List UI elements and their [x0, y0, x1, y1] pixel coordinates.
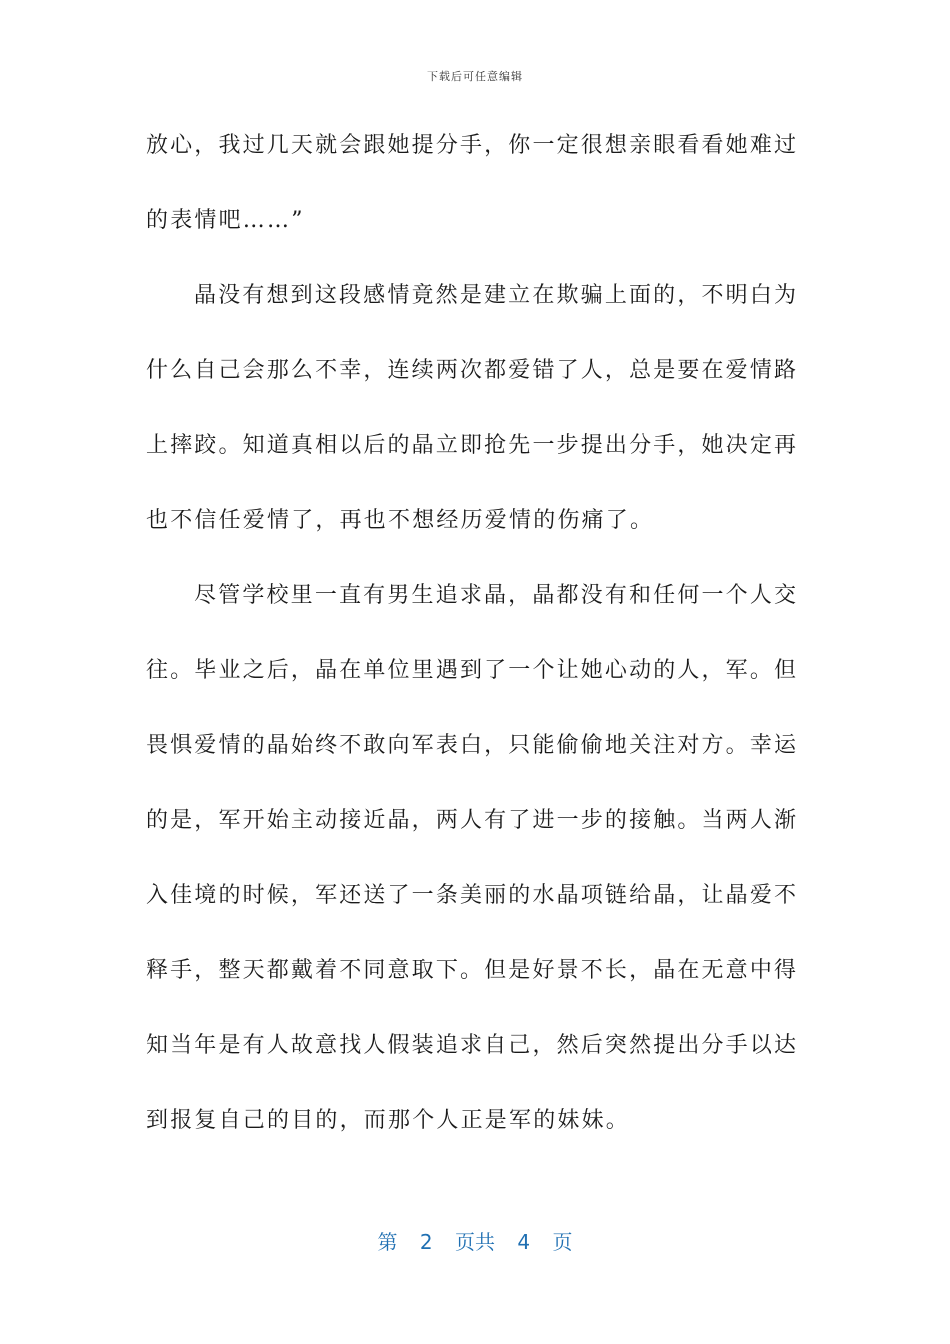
text-line: 畏惧爱情的晶始终不敢向军表白，只能偷偷地关注对方。幸运 [146, 733, 796, 758]
paragraph-start-line: 尽管学校里一直有男生追求晶，晶都没有和任何一个人交 [194, 583, 796, 608]
text-line: 什么自己会那么不幸，连续两次都爱错了人，总是要在爱情路 [146, 358, 796, 383]
document-body [146, 108, 796, 1158]
text-line: 的是，军开始主动接近晶，两人有了进一步的接触。当两人渐 [146, 808, 796, 833]
current-page-number: 2 [419, 1230, 433, 1254]
footer-label-end: 页 [552, 1230, 573, 1254]
paragraph-start-line: 晶没有想到这段感情竟然是建立在欺骗上面的，不明白为 [194, 283, 796, 308]
total-page-count: 4 [517, 1230, 531, 1254]
text-line: 知当年是有人故意找人假装追求自己，然后突然提出分手以达 [146, 1033, 796, 1058]
text-line: 入佳境的时候，军还送了一条美丽的水晶项链给晶，让晶爱不 [146, 883, 796, 908]
text-line: 释手，整天都戴着不同意取下。但是好景不长，晶在无意中得 [146, 958, 796, 983]
text-line: 也不信任爱情了，再也不想经历爱情的伤痛了。 [146, 508, 655, 533]
text-line: 的表情吧……” [146, 208, 305, 233]
footer-label-of: 页共 [455, 1230, 495, 1254]
header-note: 下载后可任意编辑 [427, 70, 523, 83]
footer-label-page: 第 [377, 1230, 398, 1254]
text-line: 到报复自己的目的，而那个人正是军的妹妹。 [146, 1108, 631, 1133]
text-line: 上摔跤。知道真相以后的晶立即抢先一步提出分手，她决定再 [146, 433, 796, 458]
page-footer [0, 1226, 950, 1255]
text-line: 放心，我过几天就会跟她提分手，你一定很想亲眼看看她难过 [146, 133, 796, 158]
text-line: 往。毕业之后，晶在单位里遇到了一个让她心动的人，军。但 [146, 658, 796, 683]
